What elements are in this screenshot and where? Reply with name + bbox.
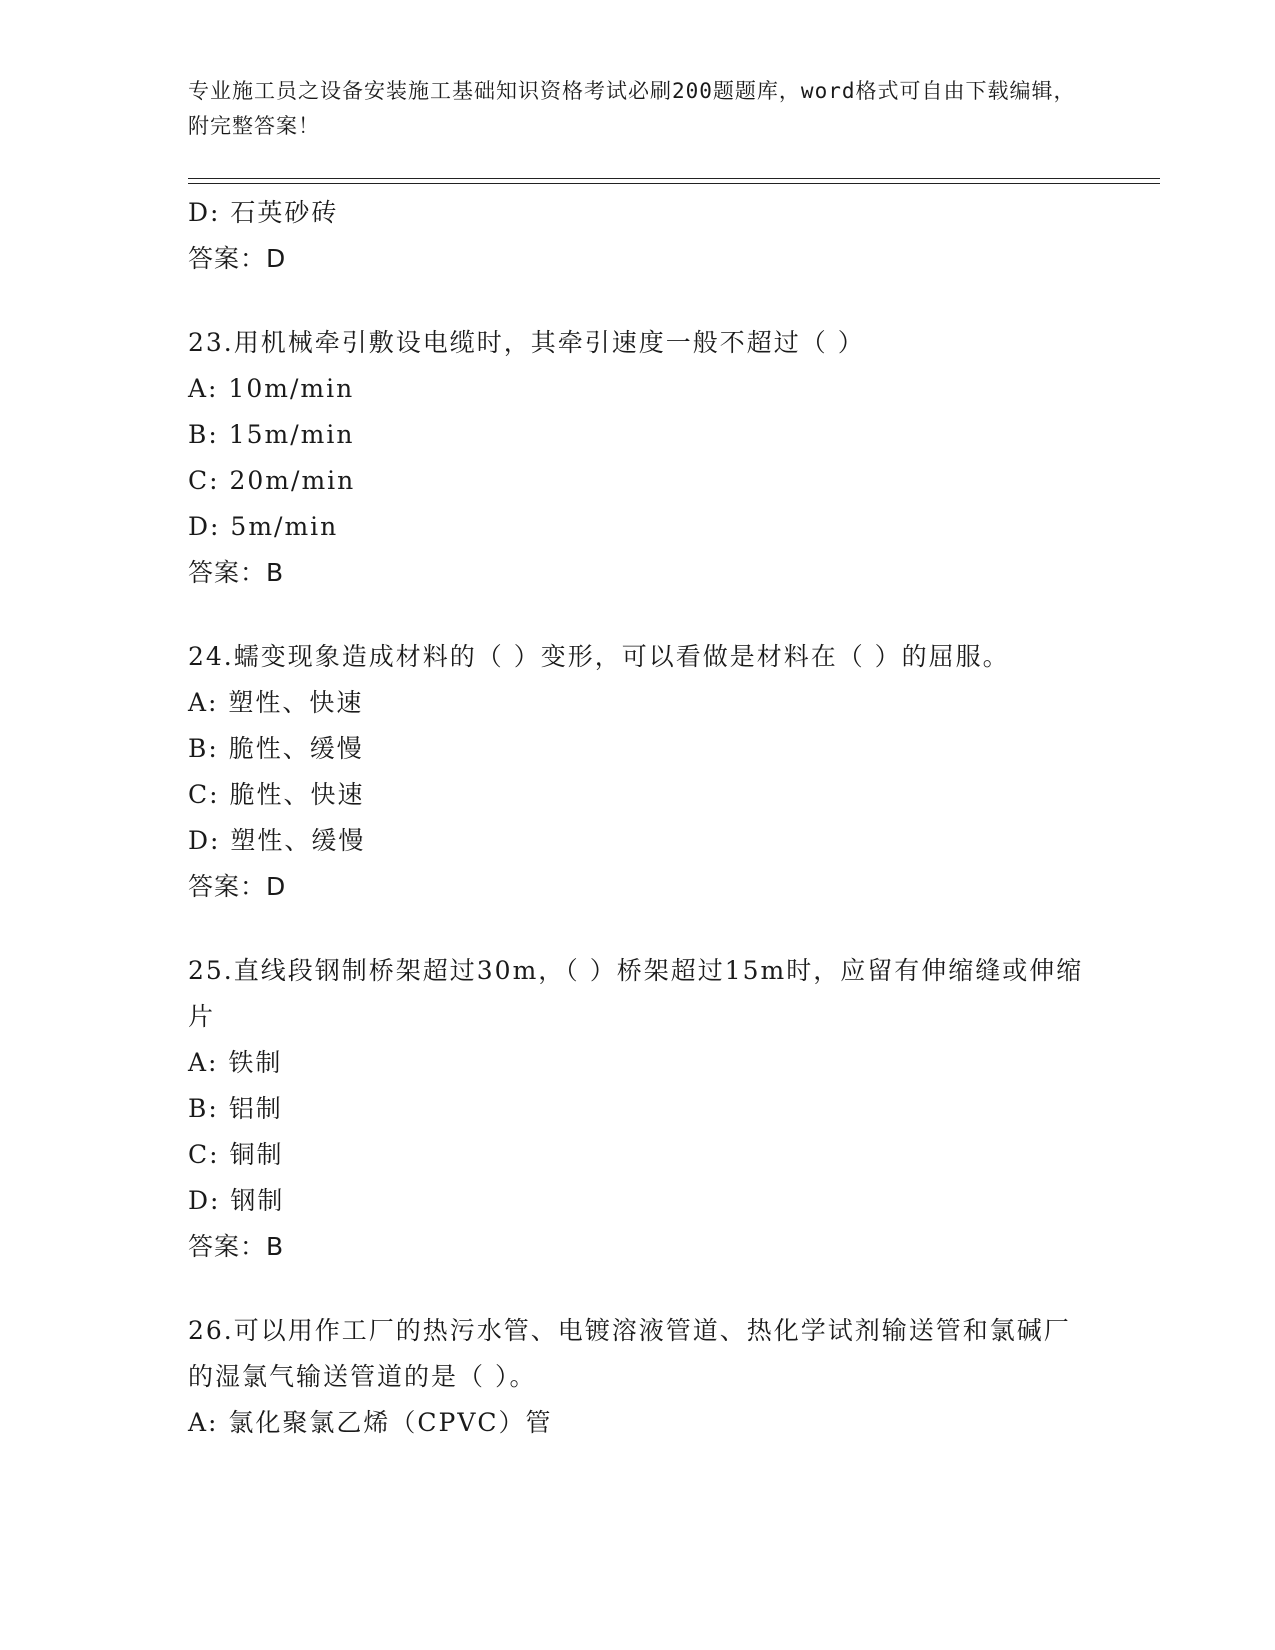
answer: 答案：B xyxy=(188,558,285,587)
question-stem: 26.可以用作工厂的热污水管、电镀溶液管道、热化学试剂输送管和氯碱厂的湿氯气输送管道的是（ ）。 xyxy=(188,1316,1071,1391)
header-divider-bottom xyxy=(188,183,1160,184)
option-c: C: 铜制 xyxy=(188,1140,284,1169)
option-a: A: 铁制 xyxy=(188,1048,283,1077)
question-stem: 24.蠕变现象造成材料的（ ）变形，可以看做是材料在（ ）的屈服。 xyxy=(188,642,1010,671)
option-d: D: 石英砂砖 xyxy=(188,198,339,227)
question-stem: 23.用机械牵引敷设电缆时，其牵引速度一般不超过（ ） xyxy=(188,328,865,357)
document-header: 专业施工员之设备安装施工基础知识资格考试必刷200题题库，word格式可自由下载编辑，附完整答案！ xyxy=(188,79,1076,138)
option-d: D: 5m/min xyxy=(188,512,339,541)
option-c: C: 脆性、快速 xyxy=(188,780,365,809)
header-divider-top xyxy=(188,178,1160,179)
option-b: B: 铝制 xyxy=(188,1094,283,1123)
question-stem: 25.直线段钢制桥架超过30m，（ ）桥架超过15m时，应留有伸缩缝或伸缩片 xyxy=(188,956,1084,1031)
answer: 答案：D xyxy=(188,244,287,273)
option-b: B: 脆性、缓慢 xyxy=(188,734,364,763)
option-d: D: 塑性、缓慢 xyxy=(188,826,366,855)
answer: 答案：B xyxy=(188,1232,285,1261)
document-body xyxy=(188,190,1138,1446)
answer: 答案：D xyxy=(188,872,287,901)
option-b: B: 15m/min xyxy=(188,420,355,449)
option-a: A: 塑性、快速 xyxy=(188,688,364,717)
option-d: D: 钢制 xyxy=(188,1186,285,1215)
option-a: A: 氯化聚氯乙烯（CPVC）管 xyxy=(188,1408,553,1437)
option-c: C: 20m/min xyxy=(188,466,356,495)
option-a: A: 10m/min xyxy=(188,374,355,403)
